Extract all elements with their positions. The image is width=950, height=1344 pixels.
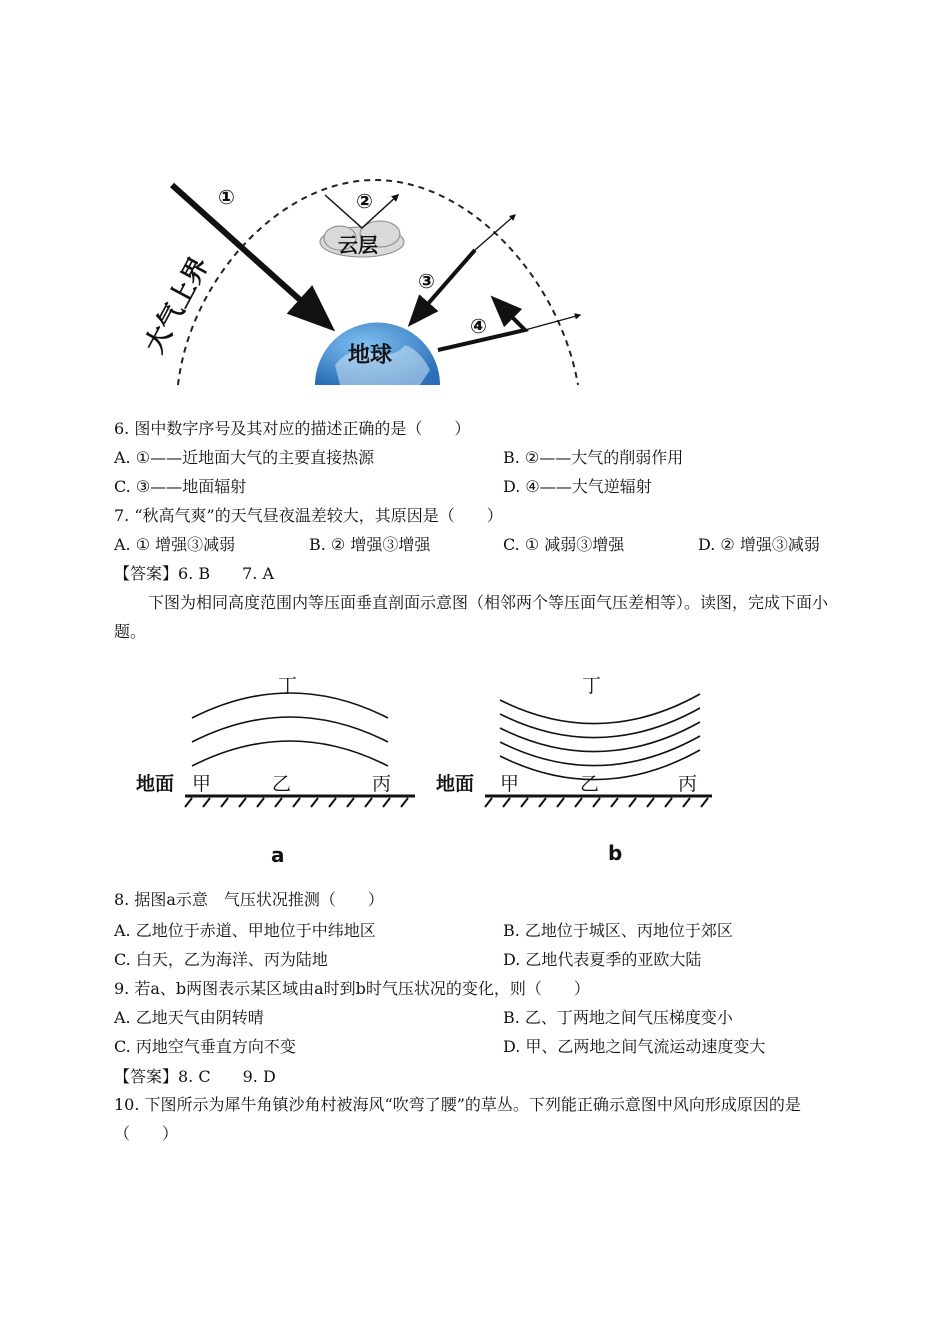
b-point-ding: 丁 (582, 675, 602, 697)
q7-option-b: B. ② 增强③增强 (309, 535, 431, 554)
q8-option-a: A. 乙地位于赤道、甲地位于中纬地区 (114, 921, 376, 940)
intro-figure2: 下图为相同高度范围内等压面垂直剖面示意图（相邻两个等压面气压差相等）。读图，完成下面小题。 (114, 593, 829, 641)
figure-isobaric-surfaces (130, 670, 730, 870)
q7-stem: 7. “秋高气爽”的天气昼夜温差较大，其原因是（ ） (114, 506, 503, 525)
q6-option-b: B. ②——大气的削弱作用 (503, 448, 684, 467)
q9-option-c: C. 丙地空气垂直方向不变 (114, 1037, 296, 1056)
q9-option-d: D. 甲、乙两地之间气流运动速度变大 (503, 1037, 766, 1056)
atmosphere-label: 大气上界 (139, 252, 216, 359)
q9-option-a: A. 乙地天气由阴转晴 (114, 1008, 264, 1027)
q6-option-c: C. ③——地面辐射 (114, 477, 247, 496)
marker-3: ③ (418, 269, 435, 293)
marker-1: ① (218, 185, 235, 209)
b-point-jia: 甲 (500, 773, 520, 795)
b-point-bing: 丙 (678, 773, 698, 795)
b-ground-label: 地面 (436, 773, 475, 795)
caption-a: a (271, 843, 285, 867)
q7-option-d: D. ② 增强③减弱 (698, 535, 820, 554)
answer-8-9: 【答案】8. C 9. D (114, 1067, 276, 1086)
q8-stem: 8. 据图a示意 气压状况推测（ ） (114, 890, 384, 909)
q6-option-a: A. ①——近地面大气的主要直接热源 (114, 448, 375, 467)
diagram-b (436, 675, 712, 865)
arrow-1-solar (172, 185, 328, 325)
q10-stem: 10. 下图所示为犀牛角镇沙角村被海风“吹弯了腰”的草丛。下列能正确示意图中风向形成原因的是（ ） (114, 1095, 801, 1143)
a-ground-label: 地面 (136, 773, 175, 795)
marker-4: ④ (470, 314, 487, 338)
caption-b: b (608, 841, 623, 865)
q9-stem: 9. 若a、b两图表示某区域由a时到b时气压状况的变化，则（ ） (114, 979, 590, 998)
figure-atmosphere-heating (130, 170, 600, 390)
earth-label: 地球 (348, 343, 393, 368)
q7-option-c: C. ① 减弱③增强 (503, 535, 625, 554)
q8-option-c: C. 白天，乙为海洋、丙为陆地 (114, 950, 328, 969)
cloud-label: 云层 (338, 233, 378, 257)
q8-option-b: B. 乙地位于城区、丙地位于郊区 (503, 921, 733, 940)
a-point-jia: 甲 (192, 773, 212, 795)
q6-option-d: D. ④——大气逆辐射 (503, 477, 652, 496)
a-point-yi: 乙 (272, 773, 292, 795)
a-point-bing: 丙 (372, 773, 392, 795)
diagram-a (136, 675, 415, 867)
q7-option-a: A. ① 增强③减弱 (114, 535, 236, 554)
answer-6-7: 【答案】6. B 7. A (114, 564, 275, 583)
b-point-yi: 乙 (580, 773, 600, 795)
a-point-ding: 丁 (278, 675, 298, 697)
marker-2: ② (356, 189, 373, 213)
q6-stem: 6. 图中数字序号及其对应的描述正确的是（ ） (114, 419, 471, 438)
q9-option-b: B. 乙、丁两地之间气压梯度变小 (503, 1008, 733, 1027)
q8-option-d: D. 乙地代表夏季的亚欧大陆 (503, 950, 702, 969)
